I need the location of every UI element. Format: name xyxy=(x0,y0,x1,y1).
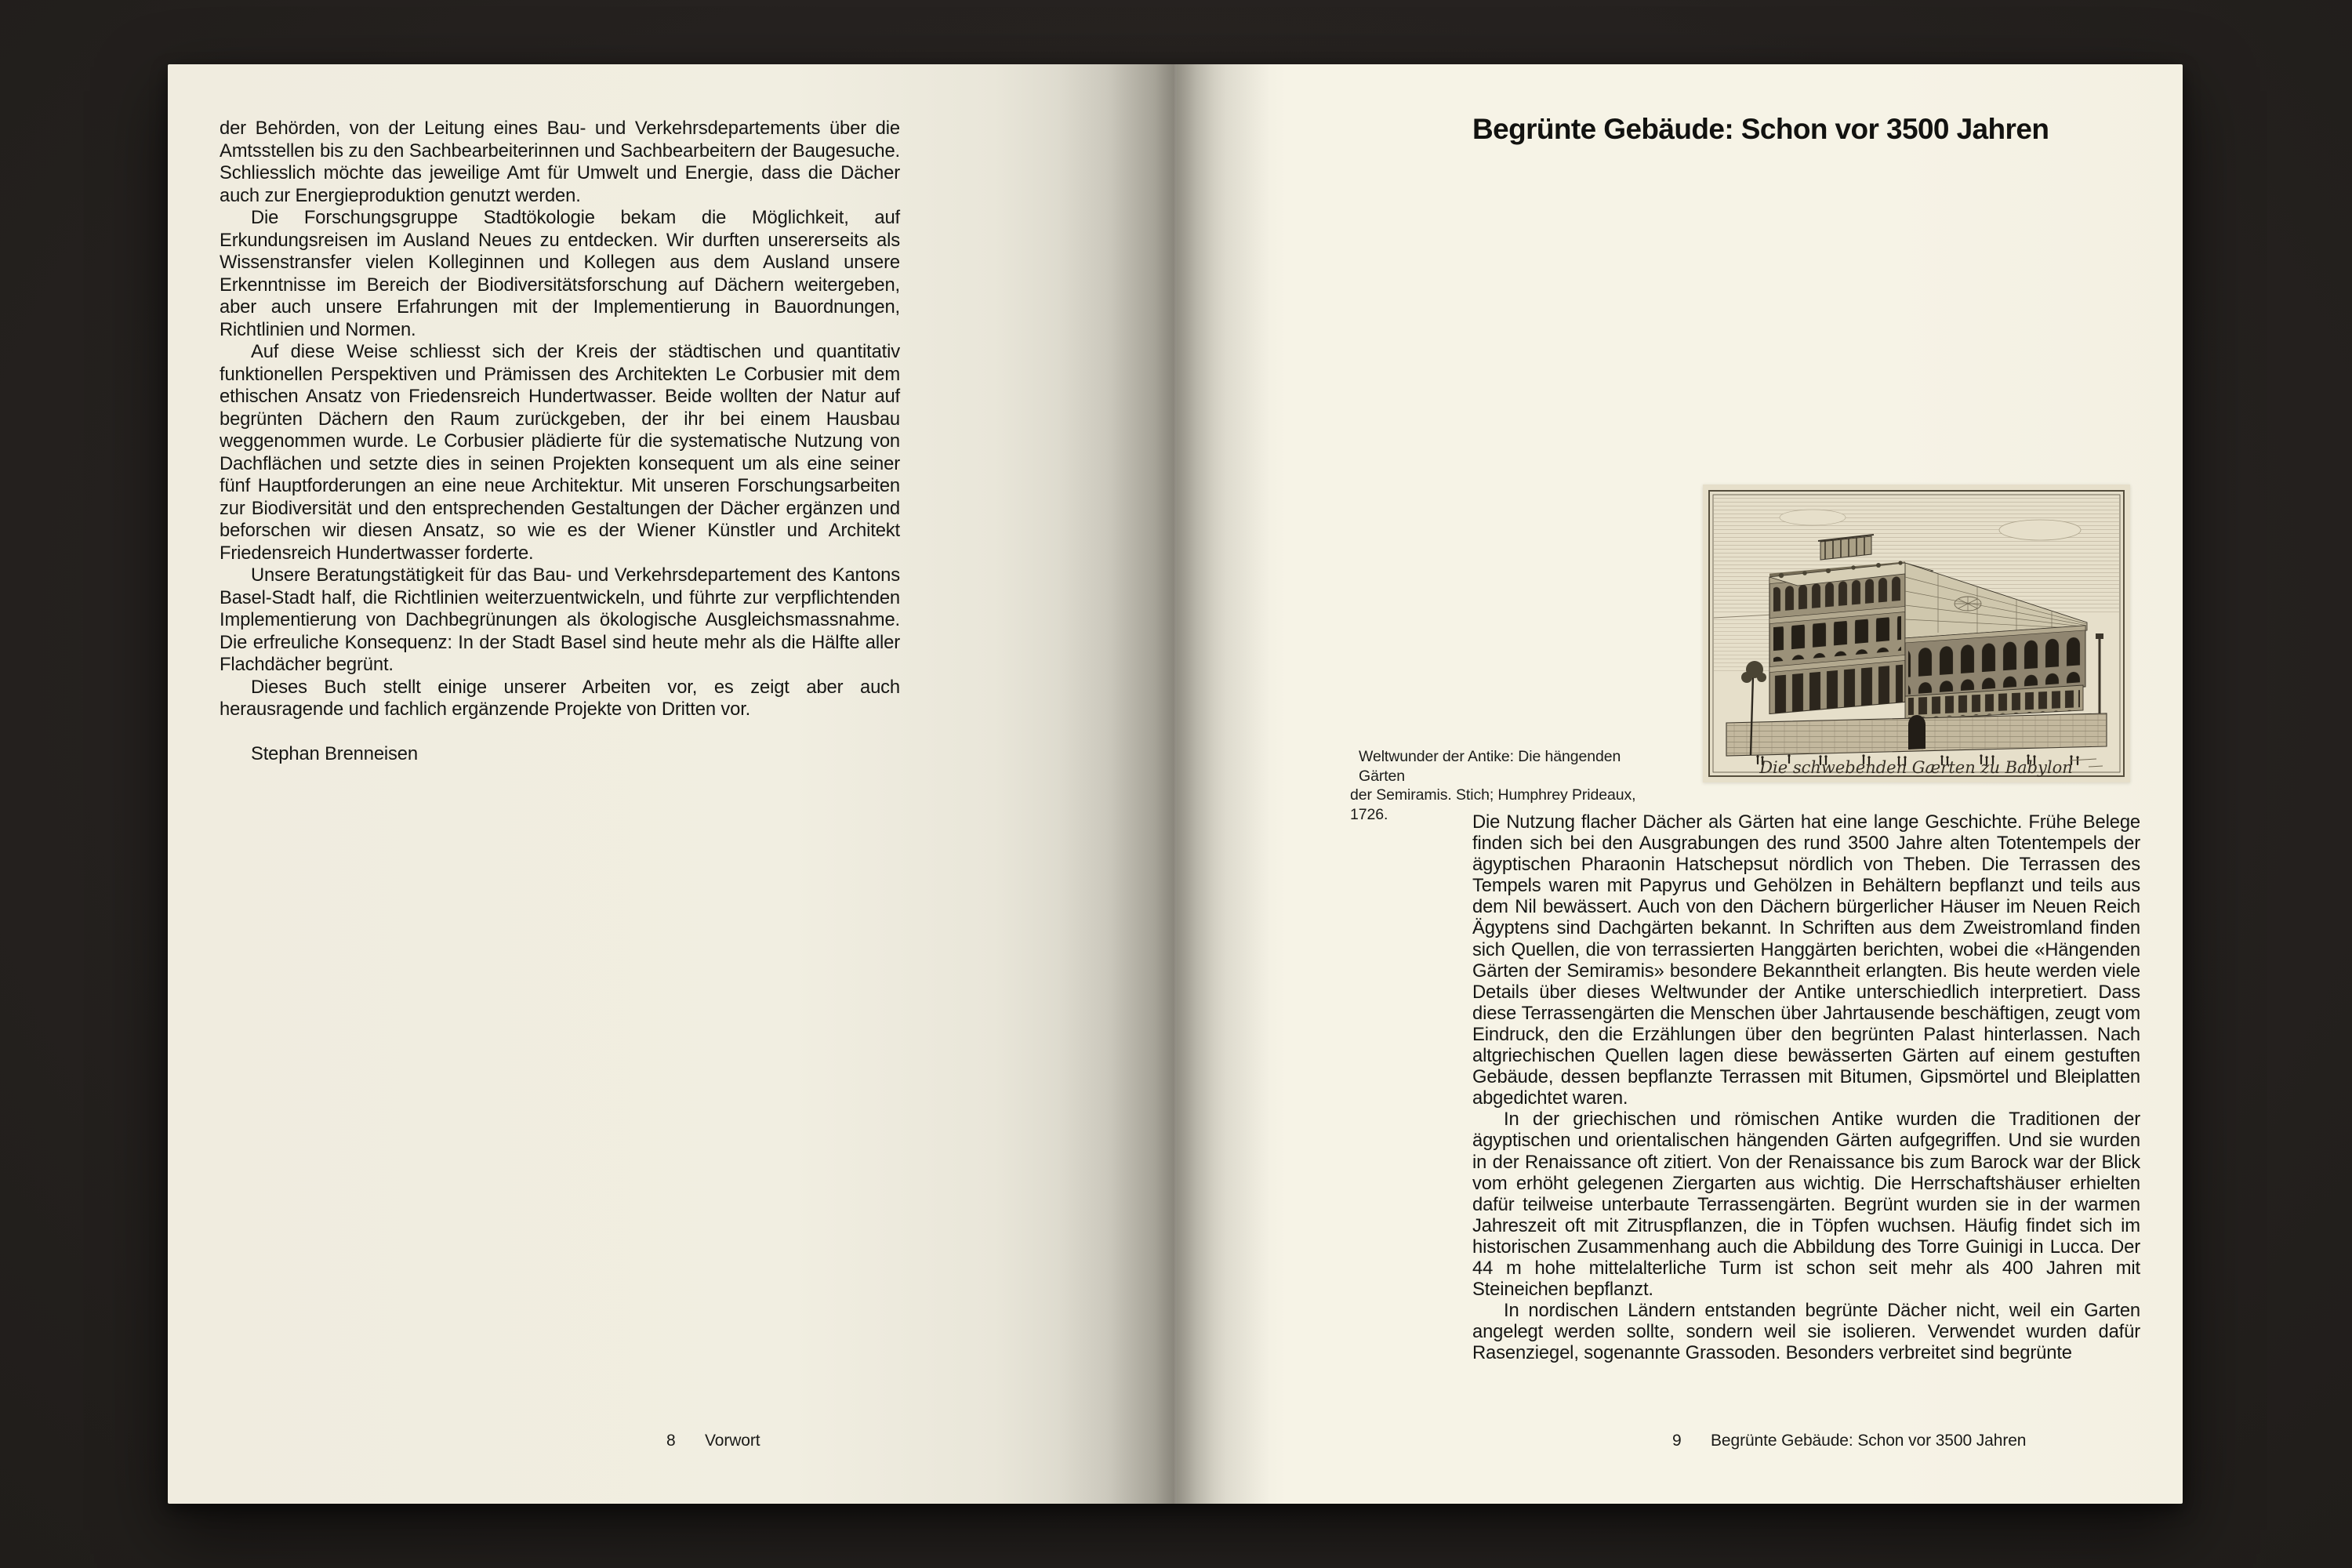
page-left xyxy=(168,64,1176,1504)
footer-left xyxy=(666,1432,760,1450)
page-number: 9 xyxy=(1672,1432,1682,1450)
paragraph: der Behörden, von der Leitung eines Bau- und Verkehrsdepartements über die Amtsstellen bis zu den Sachbearbeiterinnen und Sachbearbeitern der Baugesuche. Schliesslich möchte das jeweilige Amt für Umwelt und Energie, dass die Dächer auch zur Energieproduktion genutzt werden. xyxy=(220,118,900,206)
paragraph: Die Forschungsgruppe Stadtökologie bekam die Möglichkeit, auf Erkundungsreisen im Ausland Neues zu entdecken. Wir durften unsererseits als Wissenstransfer vielen Kolleginnen und Kollegen aus dem Ausland unsere Erkenntnisse im Bereich der Biodiversitätsforschung auf Dächern weitergeben, aber auch unsere Erfahrungen mit der Implementierung in Bauordnungen, Richtlinien und Normen. xyxy=(220,207,900,340)
figure-caption-line: der Semiramis. Stich; Humphrey Prideaux, 1726. xyxy=(1350,786,1636,823)
book-fold xyxy=(1174,64,1177,1504)
running-title: Vorwort xyxy=(705,1432,760,1450)
gutter-shadow xyxy=(1176,64,1301,1504)
engraving-image xyxy=(1703,485,2130,782)
left-text-column xyxy=(220,118,900,765)
right-text-column xyxy=(1472,811,2140,1363)
paragraph: In nordischen Ländern entstanden begrünte Dächer nicht, weil ein Garten angelegt werden sollte, sondern weil sie isolieren. Verwendet wurden dafür Rasenziegel, sogenannte Grassoden. Besonders verbreitet sind begrünte xyxy=(1472,1300,2140,1364)
book-spread xyxy=(168,64,2183,1504)
page-right xyxy=(1176,64,2183,1504)
paragraph: Auf diese Weise schliesst sich der Kreis der städtischen und quantitativ funktionellen Perspektiven und Prämissen des Architekten Le Corbusier mit dem ethischen Ansatz von Friedensreich Hundertwasser. Beide wollten der Natur auf begrünten Dächern den Raum zurückgeben, der ihr bei einem Hausbau weggenommen wurde. Le Corbusier plädierte für die systematische Nutzung von Dachflächen und setzte dies in seinen Projekten konsequent um als eine seiner fünf Hauptforderungen an eine neue Architektur. Mit unseren Forschungsarbeiten zur Biodiversität und den entsprechenden Gestaltungen der Dächer ergänzen und beforschen wir diesen Ansatz, so wie es der Wiener Künstler und Architekt Friedensreich Hundertwasser forderte. xyxy=(220,341,900,564)
paragraph: In der griechischen und römischen Antike wurden die Traditionen der ägyptischen und orientalischen hängenden Gärten aufgegriffen. Und sie wurden in der Renaissance oft zitiert. Von der Renaissance bis zum Barock war der Blick vom erhöht gelegenen Ziergarten aus wichtig. Die Herrschaftshäuser erhielten dafür teilweise unterbaute Terrassengärten. Begrünt wurden sie in der warmen Jahreszeit oft mit Zitruspflanzen, die in Töpfen wuchsen. Häufig findet sich im historischen Zusammenhang auch die Abbildung des Torre Guinigi in Lucca. Der 44 m hohe mittelalterliche Turm ist schon seit mehr als 400 Jahren mit Steineichen bepflanzt. xyxy=(1472,1109,2140,1301)
author-signature: Stephan Brenneisen xyxy=(251,742,418,764)
paragraph: Die Nutzung flacher Dächer als Gärten hat eine lange Geschichte. Frühe Belege finden sich bei den Ausgrabungen des rund 3500 Jahre alten Totentempels der ägyptischen Pharaonin Hatschepsut nördlich von Theben. Die Terrassen des Tempels waren mit Papyrus und Gehölzen in Behältern bepflanzt und teils aus dem Nil bewässert. Auch von den Dächern bürgerlicher Häuser im Neuen Reich Ägyptens sind Dachgärten bekannt. In Schriften aus dem Zweistromland finden sich Quellen, die von terrassierten Hanggärten berichten, wobei die «Hängenden Gärten der Semiramis» besondere Bekanntheit erlangten. Bis heute werden viele Details über dieses Weltwunder der Antike unterschiedlich interpretiert. Dass diese Terrassengärten die Menschen über Jahrtausende beschäftigen, zeugt vom Eindruck, den die Erzählungen über den begrünten Palast hinterlassen. Nach altgriechischen Quellen lagen diese bewässerten Gärten auf einem gestuften Gebäude, dessen bepflanzte Terrassen mit Bitumen, Gipsmörtel und Bleiplatten abgedichtet waren. xyxy=(1472,811,2140,1109)
figure-caption-line: Weltwunder der Antike: Die hängenden Gärten xyxy=(1359,748,1621,785)
running-title: Begrünte Gebäude: Schon vor 3500 Jahren xyxy=(1711,1432,2027,1450)
chapter-title: Begrünte Gebäude: Schon vor 3500 Jahren xyxy=(1472,113,2049,145)
paragraph: Unsere Beratungstätigkeit für das Bau- und Verkehrsdepartement des Kantons Basel-Stadt half, die Richtlinien weiterzuentwickeln, und führte zur verpflichtenden Implementierung von Dachbegrünungen als ökologische Ausgleichsmassnahme. Die erfreuliche Konsequenz: In der Stadt Basel sind heute mehr als die Hälfte aller Flachdächer begrünt. xyxy=(220,564,900,675)
page-number: 8 xyxy=(666,1432,676,1450)
paragraph: Dieses Buch stellt einige unserer Arbeiten vor, es zeigt aber auch herausragende und fachlich ergänzende Projekte von Dritten vor. xyxy=(220,676,900,720)
footer-right xyxy=(1672,1432,2026,1450)
gutter-shadow xyxy=(1058,64,1176,1504)
engraving-inscription: Die schwebenden Gærten zu Babylon xyxy=(1759,758,2073,777)
hanging-gardens-engraving xyxy=(1703,485,2130,782)
